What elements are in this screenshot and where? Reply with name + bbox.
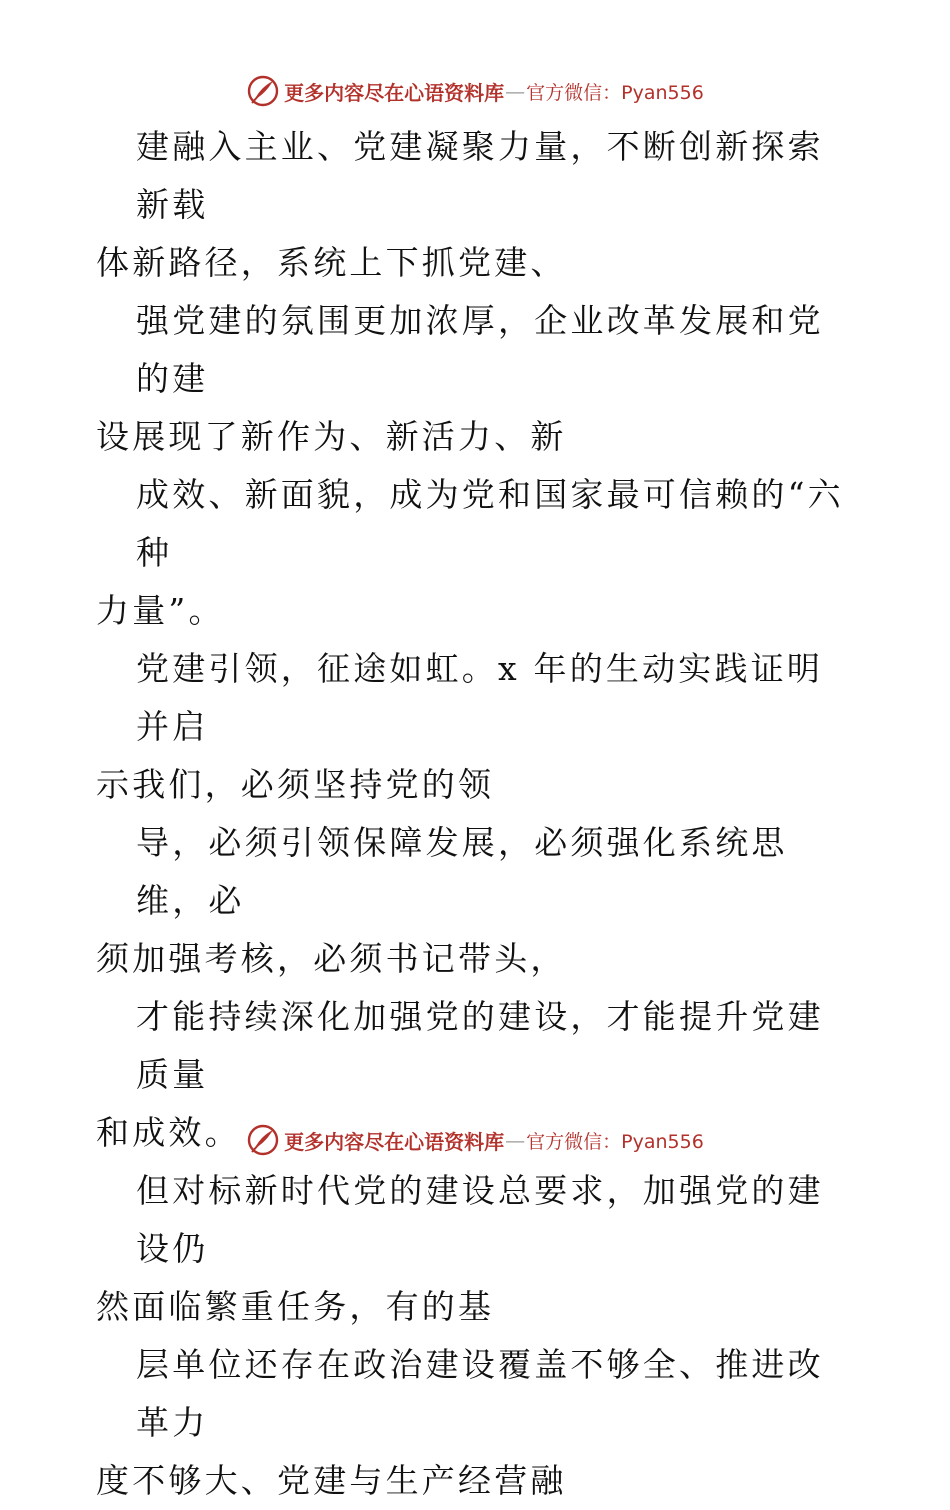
banner-dash: — <box>505 79 526 103</box>
paragraph <box>96 466 856 640</box>
paragraph-line: 设展现了新作为、新活力、新 <box>96 417 567 456</box>
paragraph-line: 层单位还存在政治建设覆盖不够全、推进改革力 <box>136 1345 824 1442</box>
banner-prefix-text: 更多内容尽在心语资料库 <box>284 1129 505 1154</box>
paragraph-line: 导，必须引领保障发展，必须强化系统思维，必 <box>136 823 788 920</box>
paragraph-line: 建融入主业、党建凝聚力量，不断创新探索新载 <box>136 127 824 224</box>
paragraph-line: 示我们，必须坚持党的领 <box>96 765 495 804</box>
paragraph-line: 力量”。 <box>96 591 225 630</box>
paragraph-line: 强党建的氛围更加浓厚，企业改革发展和党的建 <box>136 301 824 398</box>
paragraph-line: 然面临繁重任务，有的基 <box>96 1287 495 1326</box>
paragraph <box>96 1162 856 1336</box>
paragraph <box>96 814 856 988</box>
paragraph-line: 成效、新面貌，成为党和国家最可信赖的“六种 <box>136 475 844 572</box>
paragraph-line: 度不够大、党建与生产经营融 <box>96 1461 567 1500</box>
paragraph-line: 体新路径，系统上下抓党建、 <box>96 243 567 282</box>
paragraph-line: 才能持续深化加强党的建设，才能提升党建质量 <box>136 997 824 1094</box>
paragraph-line: 但对标新时代党的建设总要求，加强党的建设仍 <box>136 1171 824 1268</box>
banner-wechat-text: 官方微信：Pyan556 <box>526 81 704 104</box>
feather-pen-logo-icon <box>246 74 280 108</box>
feather-pen-logo-icon <box>246 1123 280 1157</box>
banner-dash: — <box>505 1128 526 1152</box>
paragraph-line: 党建引领，征途如虹。x 年的生动实践证明并启 <box>136 649 824 746</box>
paragraph <box>96 292 856 466</box>
paragraph <box>96 118 856 292</box>
document-body <box>96 118 856 1510</box>
banner-prefix-text: 更多内容尽在心语资料库 <box>284 80 505 105</box>
paragraph-line: 须加强考核，必须书记带头， <box>96 939 567 978</box>
banner-wechat-text: 官方微信：Pyan556 <box>526 1130 704 1153</box>
paragraph-line: 和成效。 <box>96 1113 241 1152</box>
footer-watermark-banner <box>0 1120 950 1160</box>
paragraph <box>96 1336 856 1510</box>
paragraph <box>96 640 856 814</box>
header-watermark-banner <box>0 71 950 111</box>
